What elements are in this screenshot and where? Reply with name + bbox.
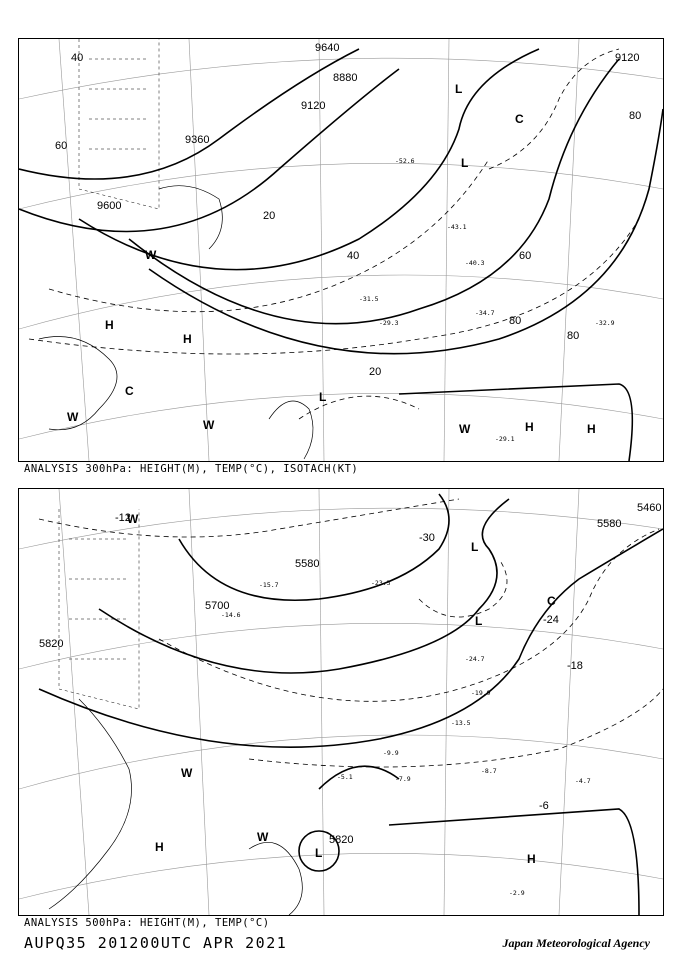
height-label-5460: 5460: [637, 502, 662, 514]
low-center: L: [319, 390, 327, 404]
high-center: H: [525, 420, 534, 434]
height-label-9120: 9120: [301, 100, 326, 112]
station-value: -23.5: [371, 579, 391, 587]
height-label-5580: 5580: [295, 558, 320, 570]
warm-center: W: [459, 422, 471, 436]
isotherm-label: -12: [115, 512, 131, 524]
high-center: H: [183, 332, 192, 346]
isotach-label: 80: [509, 315, 522, 327]
cold-center: C: [515, 112, 524, 126]
isotach-label: 60: [519, 250, 532, 262]
isotherm-label: -30: [419, 532, 435, 544]
caption-300hpa: ANALYSIS 300hPa: HEIGHT(M), TEMP(°C), ISOTACH(KT): [24, 463, 359, 475]
isotherm-label: -18: [567, 660, 583, 672]
isotach-label: 40: [347, 250, 360, 262]
graticule: [19, 39, 663, 461]
low-center: L: [475, 614, 483, 628]
height-contours: [39, 494, 663, 915]
low-center: L: [315, 846, 323, 860]
station-value: -32.9: [595, 319, 615, 327]
warm-center: W: [67, 410, 79, 424]
high-center: H: [587, 422, 596, 436]
station-value: -29.3: [379, 319, 399, 327]
isotherm-label: -6: [539, 800, 549, 812]
height-label-8880: 8880: [333, 72, 358, 84]
caption-500hpa: ANALYSIS 500hPa: HEIGHT(M), TEMP(°C): [24, 917, 270, 929]
height-label-5820: 5820: [329, 834, 354, 846]
station-value: -9.9: [383, 749, 399, 757]
station-value: -40.3: [465, 259, 485, 267]
high-center: H: [155, 840, 164, 854]
isotach-label: 40: [71, 52, 84, 64]
station-value: -13.5: [451, 719, 471, 727]
isotherms: [39, 499, 663, 767]
low-center: L: [455, 82, 463, 96]
height-label-5580: 5580: [597, 518, 622, 530]
agency-name: Japan Meteorological Agency: [502, 936, 650, 950]
cold-center: C: [125, 384, 134, 398]
product-id: AUPQ35 201200UTC APR 2021: [24, 934, 288, 952]
isotherm-label: -24: [543, 614, 559, 626]
height-label-9360: 9360: [185, 134, 210, 146]
chart-500hpa: [18, 488, 664, 916]
station-value: -7.9: [395, 775, 411, 783]
height-label-5700: 5700: [205, 600, 230, 612]
isotach-label: 80: [629, 110, 642, 122]
station-value: -52.6: [395, 157, 415, 165]
station-value: -2.9: [509, 889, 525, 897]
high-center: H: [527, 852, 536, 866]
height-label-9600: 9600: [97, 200, 122, 212]
graticule: [19, 489, 663, 915]
station-value: -31.5: [359, 295, 379, 303]
station-value: -34.7: [475, 309, 495, 317]
station-value: -19.9: [471, 689, 491, 697]
height-label-9120-east: 9120: [615, 52, 640, 64]
station-value: -5.1: [337, 773, 353, 781]
warm-center: W: [181, 766, 193, 780]
station-value: -4.7: [575, 777, 591, 785]
warm-center: W: [145, 248, 157, 262]
high-center: H: [105, 318, 114, 332]
warm-center: W: [127, 512, 139, 526]
station-value: -14.6: [221, 611, 241, 619]
isotach-label: 20: [369, 366, 382, 378]
station-value: -43.1: [447, 223, 467, 231]
low-center: L: [471, 540, 479, 554]
low-center: L: [461, 156, 469, 170]
stippled-area: [79, 39, 159, 209]
isotach-label: 80: [567, 330, 580, 342]
isotach-label: 60: [55, 140, 68, 152]
height-label-9640: 9640: [315, 42, 340, 54]
station-value: -15.7: [259, 581, 279, 589]
station-value: -24.7: [465, 655, 485, 663]
warm-center: W: [257, 830, 269, 844]
height-label-5820: 5820: [39, 638, 64, 650]
chart-300hpa: [18, 38, 664, 462]
warm-center: W: [203, 418, 215, 432]
isotach-label: 20: [263, 210, 276, 222]
station-value: -29.1: [495, 435, 515, 443]
station-value: -8.7: [481, 767, 497, 775]
cold-center: C: [547, 594, 556, 608]
isotachs: [29, 49, 642, 419]
